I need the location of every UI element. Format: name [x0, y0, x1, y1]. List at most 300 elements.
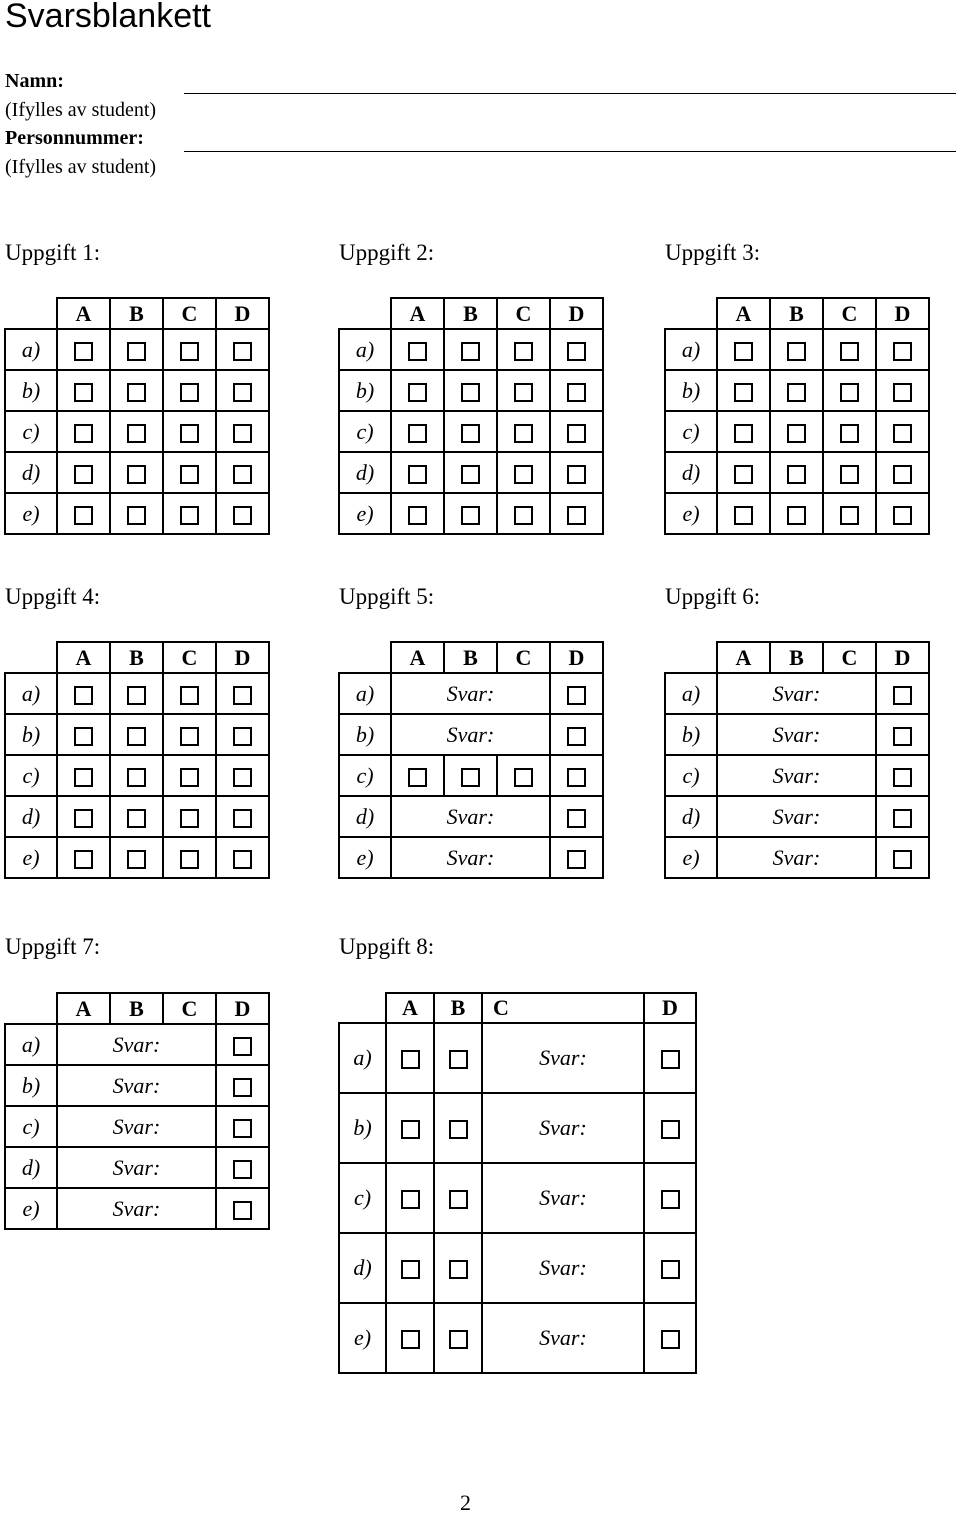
- checkbox[interactable]: [408, 383, 427, 402]
- svar-field[interactable]: [391, 673, 550, 714]
- checkbox-cell: [391, 755, 444, 796]
- checkbox[interactable]: [449, 1190, 468, 1209]
- column-header-a: A: [57, 993, 110, 1024]
- checkbox[interactable]: [514, 383, 533, 402]
- checkbox[interactable]: [127, 727, 146, 746]
- answer-row: [339, 452, 603, 493]
- checkbox[interactable]: [567, 850, 586, 869]
- checkbox-cell: [163, 755, 216, 796]
- checkbox-cell: [110, 370, 163, 411]
- checkbox[interactable]: [127, 383, 146, 402]
- checkbox-cell: [57, 452, 110, 493]
- row-label: b): [5, 1065, 57, 1106]
- checkbox-cell: [444, 370, 497, 411]
- row-label: c): [5, 411, 57, 452]
- checkbox[interactable]: [567, 465, 586, 484]
- row-label: b): [339, 1093, 386, 1163]
- checkbox[interactable]: [893, 342, 912, 361]
- personnummer-hint: (Ifylles av student): [5, 156, 157, 178]
- row-label: b): [339, 370, 391, 411]
- checkbox-cell: [216, 837, 269, 878]
- checkbox[interactable]: [233, 342, 252, 361]
- checkbox-cell: [444, 452, 497, 493]
- checkbox-cell: [444, 329, 497, 370]
- checkbox-cell: [216, 329, 269, 370]
- task-3-answer-grid: [664, 297, 930, 535]
- row-label: d): [5, 796, 57, 837]
- checkbox-cell: [57, 714, 110, 755]
- checkbox[interactable]: [180, 383, 199, 402]
- row-label: a): [665, 673, 717, 714]
- checkbox[interactable]: [840, 465, 859, 484]
- checkbox[interactable]: [514, 506, 533, 525]
- column-header-a: A: [57, 642, 110, 673]
- checkbox[interactable]: [74, 686, 93, 705]
- checkbox-cell: [163, 714, 216, 755]
- checkbox[interactable]: [233, 506, 252, 525]
- checkbox[interactable]: [180, 768, 199, 787]
- column-header-b: B: [110, 993, 163, 1024]
- checkbox-cell: [434, 1233, 482, 1303]
- row-label: a): [339, 1023, 386, 1093]
- checkbox[interactable]: [734, 424, 753, 443]
- checkbox[interactable]: [180, 424, 199, 443]
- checkbox[interactable]: [127, 342, 146, 361]
- checkbox[interactable]: [787, 383, 806, 402]
- checkbox[interactable]: [408, 506, 427, 525]
- checkbox[interactable]: [180, 506, 199, 525]
- answer-row: [665, 411, 929, 452]
- checkbox-cell: [434, 1163, 482, 1233]
- checkbox[interactable]: [734, 342, 753, 361]
- column-header-d: D: [216, 642, 269, 673]
- column-header-c: C: [163, 642, 216, 673]
- checkbox[interactable]: [840, 383, 859, 402]
- checkbox-cell: [216, 673, 269, 714]
- svar-label: Svar:: [446, 844, 495, 870]
- checkbox[interactable]: [567, 768, 586, 787]
- row-label: e): [5, 1188, 57, 1229]
- checkbox-cell: [876, 411, 929, 452]
- task-3-heading: Uppgift 3:: [665, 240, 761, 265]
- checkbox[interactable]: [449, 1260, 468, 1279]
- answer-row: [665, 452, 929, 493]
- checkbox-cell: [216, 714, 269, 755]
- checkbox[interactable]: [127, 850, 146, 869]
- checkbox[interactable]: [567, 686, 586, 705]
- answer-row: [5, 1024, 269, 1065]
- svar-field[interactable]: [57, 1147, 216, 1188]
- answer-row: [665, 370, 929, 411]
- checkbox[interactable]: [74, 768, 93, 787]
- checkbox[interactable]: [661, 1120, 680, 1139]
- checkbox-cell: [163, 837, 216, 878]
- checkbox-cell: [57, 755, 110, 796]
- checkbox[interactable]: [233, 424, 252, 443]
- column-header-a: A: [391, 298, 444, 329]
- checkbox-cell: [770, 411, 823, 452]
- checkbox[interactable]: [74, 506, 93, 525]
- checkbox[interactable]: [734, 383, 753, 402]
- checkbox-cell: [216, 1147, 269, 1188]
- checkbox-cell: [770, 329, 823, 370]
- checkbox[interactable]: [233, 1160, 252, 1179]
- checkbox[interactable]: [74, 465, 93, 484]
- checkbox-cell: [550, 452, 603, 493]
- checkbox[interactable]: [408, 768, 427, 787]
- row-label: d): [5, 452, 57, 493]
- checkbox-cell: [434, 1093, 482, 1163]
- checkbox[interactable]: [233, 850, 252, 869]
- svar-label: Svar:: [112, 1113, 161, 1139]
- checkbox-cell: [644, 1233, 696, 1303]
- checkbox-cell: [770, 493, 823, 534]
- checkbox-cell: [717, 493, 770, 534]
- row-label: c): [665, 411, 717, 452]
- checkbox[interactable]: [787, 424, 806, 443]
- checkbox-cell: [386, 1233, 434, 1303]
- svar-field[interactable]: [717, 837, 876, 878]
- answer-row: [5, 673, 269, 714]
- checkbox[interactable]: [74, 809, 93, 828]
- checkbox[interactable]: [787, 465, 806, 484]
- checkbox[interactable]: [180, 686, 199, 705]
- header-row: [5, 993, 269, 1024]
- checkbox-cell: [717, 411, 770, 452]
- answer-row: [339, 755, 603, 796]
- column-header-b: B: [770, 642, 823, 673]
- answer-row: [339, 1023, 696, 1093]
- checkbox-cell: [163, 493, 216, 534]
- checkbox[interactable]: [74, 424, 93, 443]
- svar-field[interactable]: [482, 1093, 644, 1163]
- checkbox-cell: [57, 370, 110, 411]
- checkbox[interactable]: [233, 465, 252, 484]
- checkbox-cell: [386, 1303, 434, 1373]
- row-label: c): [339, 411, 391, 452]
- checkbox[interactable]: [840, 506, 859, 525]
- checkbox[interactable]: [461, 465, 480, 484]
- checkbox-cell: [110, 714, 163, 755]
- checkbox-cell: [57, 837, 110, 878]
- checkbox[interactable]: [233, 1037, 252, 1056]
- checkbox-cell: [876, 673, 929, 714]
- row-label: b): [5, 370, 57, 411]
- checkbox[interactable]: [127, 465, 146, 484]
- task-7-heading: Uppgift 7:: [5, 934, 101, 959]
- svar-label: Svar:: [772, 762, 821, 788]
- column-header-c: C: [482, 993, 644, 1023]
- checkbox[interactable]: [514, 424, 533, 443]
- checkbox[interactable]: [893, 383, 912, 402]
- checkbox[interactable]: [74, 383, 93, 402]
- checkbox[interactable]: [461, 383, 480, 402]
- checkbox[interactable]: [449, 1120, 468, 1139]
- svar-label: Svar:: [772, 680, 821, 706]
- checkbox-cell: [216, 1106, 269, 1147]
- checkbox-cell: [110, 755, 163, 796]
- checkbox-cell: [216, 493, 269, 534]
- checkbox-cell: [550, 673, 603, 714]
- checkbox[interactable]: [893, 809, 912, 828]
- svar-label: Svar:: [112, 1195, 161, 1221]
- answer-row: [665, 714, 929, 755]
- header-row: [5, 298, 269, 329]
- header-row: [339, 642, 603, 673]
- answer-row: [5, 370, 269, 411]
- checkbox[interactable]: [893, 465, 912, 484]
- checkbox-cell: [717, 452, 770, 493]
- answer-row: [5, 411, 269, 452]
- checkbox[interactable]: [233, 686, 252, 705]
- header-row: [339, 298, 603, 329]
- checkbox-cell: [386, 1093, 434, 1163]
- name-hint: (Ifylles av student): [5, 99, 157, 121]
- answer-row: [665, 329, 929, 370]
- checkbox[interactable]: [233, 727, 252, 746]
- answer-row: [339, 1233, 696, 1303]
- column-header-c: C: [163, 298, 216, 329]
- checkbox[interactable]: [127, 506, 146, 525]
- column-header-c: C: [497, 298, 550, 329]
- checkbox[interactable]: [401, 1050, 420, 1069]
- checkbox-cell: [876, 714, 929, 755]
- task-8-heading: Uppgift 8:: [339, 934, 435, 959]
- checkbox-cell: [497, 452, 550, 493]
- checkbox-cell: [550, 837, 603, 878]
- checkbox[interactable]: [127, 686, 146, 705]
- checkbox[interactable]: [661, 1050, 680, 1069]
- checkbox-cell: [550, 714, 603, 755]
- checkbox[interactable]: [401, 1120, 420, 1139]
- checkbox-cell: [550, 329, 603, 370]
- page-number: 2: [460, 1490, 471, 1515]
- checkbox[interactable]: [734, 506, 753, 525]
- checkbox[interactable]: [401, 1330, 420, 1349]
- checkbox[interactable]: [233, 768, 252, 787]
- svar-field[interactable]: [57, 1024, 216, 1065]
- checkbox[interactable]: [233, 383, 252, 402]
- column-header-b: B: [444, 642, 497, 673]
- row-label: e): [5, 837, 57, 878]
- checkbox[interactable]: [787, 506, 806, 525]
- checkbox[interactable]: [787, 342, 806, 361]
- row-label: d): [339, 452, 391, 493]
- checkbox[interactable]: [408, 342, 427, 361]
- svar-label: Svar:: [112, 1154, 161, 1180]
- column-header-d: D: [216, 298, 269, 329]
- checkbox[interactable]: [734, 465, 753, 484]
- checkbox-cell: [163, 673, 216, 714]
- checkbox[interactable]: [567, 809, 586, 828]
- checkbox-cell: [110, 673, 163, 714]
- checkbox[interactable]: [408, 424, 427, 443]
- checkbox[interactable]: [180, 342, 199, 361]
- svar-field[interactable]: [717, 796, 876, 837]
- checkbox-cell: [163, 411, 216, 452]
- svar-field[interactable]: [391, 837, 550, 878]
- column-header-a: A: [717, 642, 770, 673]
- column-header-c: C: [497, 642, 550, 673]
- checkbox[interactable]: [180, 809, 199, 828]
- checkbox[interactable]: [567, 506, 586, 525]
- checkbox[interactable]: [840, 342, 859, 361]
- checkbox[interactable]: [74, 342, 93, 361]
- name-input-line[interactable]: [184, 93, 956, 94]
- checkbox[interactable]: [449, 1050, 468, 1069]
- checkbox-cell: [434, 1023, 482, 1093]
- checkbox-cell: [216, 796, 269, 837]
- checkbox[interactable]: [567, 424, 586, 443]
- checkbox-cell: [391, 493, 444, 534]
- checkbox[interactable]: [180, 850, 199, 869]
- answer-row: [665, 673, 929, 714]
- checkbox[interactable]: [127, 768, 146, 787]
- svar-label: Svar:: [112, 1031, 161, 1057]
- answer-row: [339, 370, 603, 411]
- checkbox[interactable]: [514, 465, 533, 484]
- corner-cell: [5, 993, 57, 1024]
- personnummer-input-line[interactable]: [184, 151, 956, 152]
- svar-field[interactable]: [391, 796, 550, 837]
- svar-field[interactable]: [57, 1188, 216, 1229]
- checkbox[interactable]: [514, 342, 533, 361]
- row-label: d): [339, 796, 391, 837]
- checkbox-cell: [550, 755, 603, 796]
- checkbox[interactable]: [567, 383, 586, 402]
- column-header-b: B: [110, 642, 163, 673]
- checkbox[interactable]: [74, 850, 93, 869]
- svar-label: Svar:: [539, 1185, 587, 1210]
- checkbox[interactable]: [401, 1260, 420, 1279]
- checkbox-cell: [386, 1163, 434, 1233]
- checkbox-cell: [216, 1024, 269, 1065]
- svar-field[interactable]: [717, 673, 876, 714]
- corner-cell: [5, 642, 57, 673]
- checkbox[interactable]: [449, 1330, 468, 1349]
- checkbox[interactable]: [893, 506, 912, 525]
- svar-field[interactable]: [482, 1163, 644, 1233]
- checkbox-cell: [644, 1093, 696, 1163]
- checkbox-cell: [644, 1023, 696, 1093]
- checkbox-cell: [163, 329, 216, 370]
- checkbox[interactable]: [127, 809, 146, 828]
- checkbox-cell: [876, 452, 929, 493]
- checkbox[interactable]: [180, 727, 199, 746]
- page-title: Svarsblankett: [5, 0, 211, 35]
- checkbox[interactable]: [401, 1190, 420, 1209]
- answer-row: [339, 411, 603, 452]
- svar-label: Svar:: [446, 803, 495, 829]
- answer-row: [5, 452, 269, 493]
- checkbox[interactable]: [893, 768, 912, 787]
- answer-row: [339, 1163, 696, 1233]
- row-label: a): [665, 329, 717, 370]
- checkbox[interactable]: [233, 1078, 252, 1097]
- task-7-answer-grid: [4, 992, 270, 1230]
- column-header-b: B: [770, 298, 823, 329]
- checkbox[interactable]: [74, 727, 93, 746]
- answer-row: [5, 755, 269, 796]
- checkbox[interactable]: [180, 465, 199, 484]
- checkbox[interactable]: [893, 424, 912, 443]
- checkbox-cell: [57, 673, 110, 714]
- task-1-heading: Uppgift 1:: [5, 240, 101, 265]
- checkbox[interactable]: [461, 768, 480, 787]
- checkbox[interactable]: [893, 727, 912, 746]
- svar-field[interactable]: [482, 1023, 644, 1093]
- checkbox[interactable]: [661, 1190, 680, 1209]
- checkbox[interactable]: [661, 1330, 680, 1349]
- checkbox[interactable]: [127, 424, 146, 443]
- svar-field[interactable]: [717, 714, 876, 755]
- checkbox-cell: [216, 452, 269, 493]
- column-header-c: C: [823, 298, 876, 329]
- corner-cell: [339, 298, 391, 329]
- svar-field[interactable]: [482, 1303, 644, 1373]
- row-label: a): [5, 329, 57, 370]
- answer-row: [665, 796, 929, 837]
- checkbox[interactable]: [233, 809, 252, 828]
- checkbox-cell: [163, 452, 216, 493]
- answer-row: [665, 837, 929, 878]
- row-label: c): [5, 755, 57, 796]
- answer-row: [5, 796, 269, 837]
- checkbox[interactable]: [233, 1201, 252, 1220]
- header-row: [665, 298, 929, 329]
- svar-label: Svar:: [446, 721, 495, 747]
- checkbox[interactable]: [461, 506, 480, 525]
- checkbox[interactable]: [661, 1260, 680, 1279]
- checkbox-cell: [110, 411, 163, 452]
- task-2-heading: Uppgift 2:: [339, 240, 435, 265]
- svar-field[interactable]: [391, 714, 550, 755]
- svar-field[interactable]: [717, 755, 876, 796]
- answer-row: [339, 796, 603, 837]
- checkbox-cell: [391, 411, 444, 452]
- answer-row: [665, 493, 929, 534]
- checkbox-cell: [717, 370, 770, 411]
- checkbox[interactable]: [567, 342, 586, 361]
- checkbox[interactable]: [893, 850, 912, 869]
- checkbox[interactable]: [514, 768, 533, 787]
- row-label: a): [5, 1024, 57, 1065]
- answer-row: [339, 329, 603, 370]
- task-6-answer-grid: [664, 641, 930, 879]
- header-row: [339, 993, 696, 1023]
- checkbox-cell: [57, 796, 110, 837]
- checkbox-cell: [823, 370, 876, 411]
- checkbox[interactable]: [408, 465, 427, 484]
- svar-field[interactable]: [482, 1233, 644, 1303]
- column-header-d: D: [876, 642, 929, 673]
- checkbox[interactable]: [893, 686, 912, 705]
- checkbox[interactable]: [461, 424, 480, 443]
- svar-field[interactable]: [57, 1106, 216, 1147]
- checkbox-cell: [163, 370, 216, 411]
- answer-row: [339, 714, 603, 755]
- checkbox[interactable]: [567, 727, 586, 746]
- row-label: a): [5, 673, 57, 714]
- checkbox[interactable]: [840, 424, 859, 443]
- checkbox-cell: [717, 329, 770, 370]
- row-label: e): [665, 493, 717, 534]
- checkbox[interactable]: [461, 342, 480, 361]
- row-label: d): [339, 1233, 386, 1303]
- svar-field[interactable]: [57, 1065, 216, 1106]
- checkbox[interactable]: [233, 1119, 252, 1138]
- answer-row: [339, 1093, 696, 1163]
